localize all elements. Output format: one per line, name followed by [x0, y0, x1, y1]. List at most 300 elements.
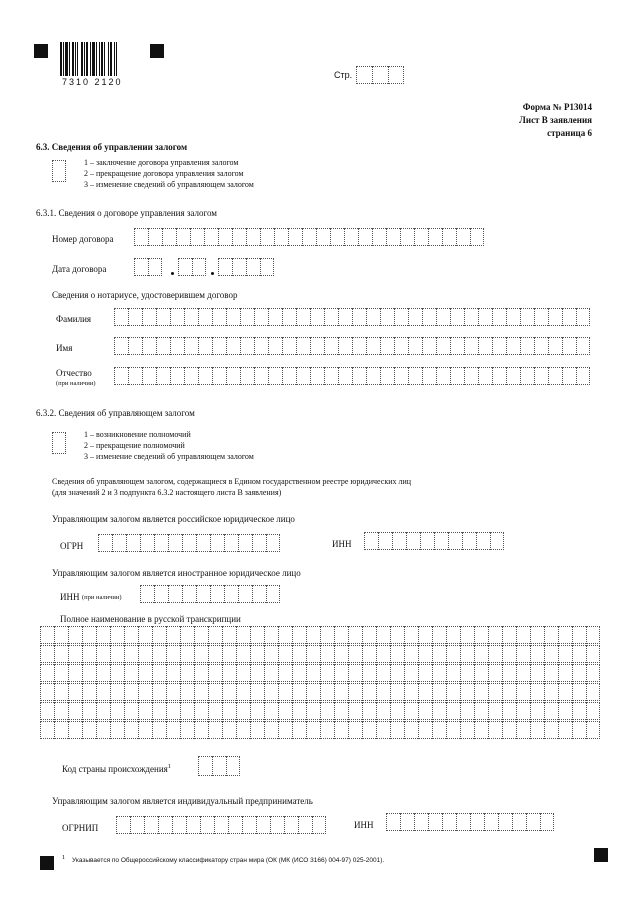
char-cell[interactable]	[474, 721, 488, 739]
char-cell[interactable]	[432, 664, 446, 682]
char-cell[interactable]	[470, 813, 484, 831]
char-cell[interactable]	[154, 534, 168, 552]
char-cell[interactable]	[446, 702, 460, 720]
char-cell[interactable]	[362, 702, 376, 720]
char-cell[interactable]	[376, 721, 390, 739]
char-cell[interactable]	[586, 702, 600, 720]
char-cell[interactable]	[180, 664, 194, 682]
char-cell[interactable]	[278, 626, 292, 644]
full-name-row[interactable]	[40, 683, 600, 701]
char-cell[interactable]	[338, 308, 352, 326]
char-cell[interactable]	[498, 813, 512, 831]
char-cell[interactable]	[124, 645, 138, 663]
char-cell[interactable]	[166, 702, 180, 720]
char-cell[interactable]	[278, 664, 292, 682]
char-cell[interactable]	[448, 532, 462, 550]
char-cell[interactable]	[210, 534, 224, 552]
char-cell[interactable]	[68, 683, 82, 701]
char-cell[interactable]	[210, 585, 224, 603]
char-cell[interactable]	[198, 756, 212, 776]
char-cell[interactable]	[204, 228, 218, 246]
char-cell[interactable]	[226, 756, 240, 776]
char-cell[interactable]	[432, 645, 446, 663]
char-cell[interactable]	[404, 702, 418, 720]
char-cell[interactable]	[352, 308, 366, 326]
char-cell[interactable]	[548, 337, 562, 355]
char-cell[interactable]	[446, 683, 460, 701]
char-cell[interactable]	[392, 532, 406, 550]
char-cell[interactable]	[138, 721, 152, 739]
char-cell[interactable]	[40, 664, 54, 682]
char-cell[interactable]	[558, 645, 572, 663]
char-cell[interactable]	[254, 367, 268, 385]
char-cell[interactable]	[184, 337, 198, 355]
char-cell[interactable]	[488, 626, 502, 644]
char-cell[interactable]	[520, 367, 534, 385]
char-cell[interactable]	[484, 813, 498, 831]
char-cell[interactable]	[180, 645, 194, 663]
char-cell[interactable]	[192, 258, 206, 276]
char-cell[interactable]	[184, 367, 198, 385]
char-cell[interactable]	[144, 816, 158, 834]
char-cell[interactable]	[516, 702, 530, 720]
char-cell[interactable]	[126, 534, 140, 552]
char-cell[interactable]	[558, 721, 572, 739]
char-cell[interactable]	[352, 337, 366, 355]
char-cell[interactable]	[218, 228, 232, 246]
char-cell[interactable]	[180, 721, 194, 739]
char-cell[interactable]	[166, 683, 180, 701]
char-cell[interactable]	[208, 721, 222, 739]
char-cell[interactable]	[390, 626, 404, 644]
char-cell[interactable]	[236, 626, 250, 644]
char-cell[interactable]	[152, 702, 166, 720]
char-cell[interactable]	[380, 337, 394, 355]
char-cell[interactable]	[320, 683, 334, 701]
char-cell[interactable]	[186, 816, 200, 834]
char-cell[interactable]	[474, 664, 488, 682]
char-cell[interactable]	[236, 645, 250, 663]
char-cell[interactable]	[112, 534, 126, 552]
char-cell[interactable]	[264, 683, 278, 701]
char-cell[interactable]	[436, 367, 450, 385]
char-cell[interactable]	[138, 645, 152, 663]
char-cell[interactable]	[470, 228, 484, 246]
char-cell[interactable]	[282, 337, 296, 355]
char-cell[interactable]	[82, 702, 96, 720]
char-cell[interactable]	[268, 337, 282, 355]
char-cell[interactable]	[534, 367, 548, 385]
char-cell[interactable]	[98, 534, 112, 552]
char-cell[interactable]	[586, 683, 600, 701]
char-cell[interactable]	[208, 645, 222, 663]
char-cell[interactable]	[502, 683, 516, 701]
char-cell[interactable]	[348, 683, 362, 701]
char-cell[interactable]	[96, 702, 110, 720]
char-cell[interactable]	[376, 664, 390, 682]
char-cell[interactable]	[544, 721, 558, 739]
char-cell[interactable]	[178, 258, 192, 276]
char-cell[interactable]	[194, 683, 208, 701]
char-cell[interactable]	[266, 585, 280, 603]
char-cell[interactable]	[436, 308, 450, 326]
char-cell[interactable]	[404, 626, 418, 644]
char-cell[interactable]	[180, 683, 194, 701]
char-cell[interactable]	[474, 702, 488, 720]
char-cell[interactable]	[488, 721, 502, 739]
char-cell[interactable]	[128, 337, 142, 355]
char-cell[interactable]	[292, 702, 306, 720]
char-cell[interactable]	[68, 626, 82, 644]
char-cell[interactable]	[296, 337, 310, 355]
char-cell[interactable]	[194, 626, 208, 644]
char-cell[interactable]	[296, 367, 310, 385]
char-cell[interactable]	[436, 337, 450, 355]
char-cell[interactable]	[148, 258, 162, 276]
char-cell[interactable]	[116, 816, 130, 834]
char-cell[interactable]	[562, 308, 576, 326]
char-cell[interactable]	[218, 258, 232, 276]
char-cell[interactable]	[148, 228, 162, 246]
char-cell[interactable]	[82, 683, 96, 701]
char-cell[interactable]	[110, 645, 124, 663]
char-cell[interactable]	[506, 367, 520, 385]
char-cell[interactable]	[534, 337, 548, 355]
char-cell[interactable]	[152, 721, 166, 739]
char-cell[interactable]	[214, 816, 228, 834]
ip-inn-cells[interactable]	[386, 813, 554, 831]
char-cell[interactable]	[162, 228, 176, 246]
char-cell[interactable]	[558, 664, 572, 682]
char-cell[interactable]	[418, 721, 432, 739]
full-name-row[interactable]	[40, 664, 600, 682]
char-cell[interactable]	[260, 258, 274, 276]
char-cell[interactable]	[242, 816, 256, 834]
char-cell[interactable]	[124, 721, 138, 739]
foreign-inn-cells[interactable]	[140, 585, 280, 603]
char-cell[interactable]	[250, 721, 264, 739]
char-cell[interactable]	[292, 664, 306, 682]
char-cell[interactable]	[400, 228, 414, 246]
char-cell[interactable]	[380, 367, 394, 385]
char-cell[interactable]	[376, 626, 390, 644]
char-cell[interactable]	[446, 664, 460, 682]
char-cell[interactable]	[254, 308, 268, 326]
char-cell[interactable]	[418, 702, 432, 720]
char-cell[interactable]	[128, 367, 142, 385]
char-cell[interactable]	[376, 645, 390, 663]
char-cell[interactable]	[306, 702, 320, 720]
char-cell[interactable]	[240, 337, 254, 355]
char-cell[interactable]	[324, 308, 338, 326]
char-cell[interactable]	[376, 702, 390, 720]
char-cell[interactable]	[516, 721, 530, 739]
char-cell[interactable]	[302, 228, 316, 246]
char-cell[interactable]	[394, 308, 408, 326]
char-cell[interactable]	[134, 228, 148, 246]
char-cell[interactable]	[320, 702, 334, 720]
char-cell[interactable]	[110, 626, 124, 644]
section-6-3-checkbox[interactable]	[52, 160, 66, 182]
char-cell[interactable]	[576, 308, 590, 326]
char-cell[interactable]	[190, 228, 204, 246]
char-cell[interactable]	[364, 532, 378, 550]
char-cell[interactable]	[82, 626, 96, 644]
char-cell[interactable]	[372, 228, 386, 246]
char-cell[interactable]	[530, 721, 544, 739]
char-cell[interactable]	[212, 756, 226, 776]
full-name-row[interactable]	[40, 721, 600, 739]
char-cell[interactable]	[572, 683, 586, 701]
char-cell[interactable]	[68, 645, 82, 663]
char-cell[interactable]	[516, 664, 530, 682]
char-cell[interactable]	[124, 683, 138, 701]
char-cell[interactable]	[182, 534, 196, 552]
char-cell[interactable]	[456, 228, 470, 246]
char-cell[interactable]	[278, 683, 292, 701]
char-cell[interactable]	[492, 337, 506, 355]
char-cell[interactable]	[296, 308, 310, 326]
char-cell[interactable]	[124, 702, 138, 720]
char-cell[interactable]	[394, 367, 408, 385]
char-cell[interactable]	[68, 721, 82, 739]
char-cell[interactable]	[54, 664, 68, 682]
char-cell[interactable]	[264, 626, 278, 644]
char-cell[interactable]	[544, 683, 558, 701]
char-cell[interactable]	[534, 308, 548, 326]
char-cell[interactable]	[334, 721, 348, 739]
char-cell[interactable]	[252, 534, 266, 552]
char-cell[interactable]	[506, 308, 520, 326]
char-cell[interactable]	[474, 626, 488, 644]
char-cell[interactable]	[478, 337, 492, 355]
char-cell[interactable]	[182, 585, 196, 603]
char-cell[interactable]	[502, 645, 516, 663]
char-cell[interactable]	[180, 626, 194, 644]
contract-date-year-cells[interactable]	[218, 258, 274, 276]
char-cell[interactable]	[488, 645, 502, 663]
char-cell[interactable]	[386, 813, 400, 831]
char-cell[interactable]	[456, 813, 470, 831]
char-cell[interactable]	[460, 721, 474, 739]
char-cell[interactable]	[288, 228, 302, 246]
char-cell[interactable]	[348, 645, 362, 663]
char-cell[interactable]	[320, 664, 334, 682]
char-cell[interactable]	[488, 664, 502, 682]
char-cell[interactable]	[196, 534, 210, 552]
char-cell[interactable]	[462, 532, 476, 550]
char-cell[interactable]	[226, 308, 240, 326]
char-cell[interactable]	[362, 664, 376, 682]
contract-number-cells[interactable]	[134, 228, 484, 246]
char-cell[interactable]	[530, 702, 544, 720]
char-cell[interactable]	[476, 532, 490, 550]
char-cell[interactable]	[492, 308, 506, 326]
char-cell[interactable]	[142, 367, 156, 385]
char-cell[interactable]	[142, 308, 156, 326]
char-cell[interactable]	[154, 585, 168, 603]
char-cell[interactable]	[254, 337, 268, 355]
char-cell[interactable]	[170, 367, 184, 385]
char-cell[interactable]	[562, 337, 576, 355]
char-cell[interactable]	[292, 721, 306, 739]
char-cell[interactable]	[334, 702, 348, 720]
char-cell[interactable]	[40, 702, 54, 720]
char-cell[interactable]	[572, 626, 586, 644]
char-cell[interactable]	[586, 664, 600, 682]
char-cell[interactable]	[344, 228, 358, 246]
char-cell[interactable]	[334, 683, 348, 701]
char-cell[interactable]	[166, 721, 180, 739]
char-cell[interactable]	[250, 645, 264, 663]
char-cell[interactable]	[250, 626, 264, 644]
char-cell[interactable]	[492, 367, 506, 385]
char-cell[interactable]	[168, 534, 182, 552]
char-cell[interactable]	[222, 626, 236, 644]
char-cell[interactable]	[520, 308, 534, 326]
char-cell[interactable]	[54, 702, 68, 720]
char-cell[interactable]	[490, 532, 504, 550]
char-cell[interactable]	[306, 683, 320, 701]
char-cell[interactable]	[240, 308, 254, 326]
char-cell[interactable]	[548, 308, 562, 326]
char-cell[interactable]	[418, 645, 432, 663]
char-cell[interactable]	[222, 683, 236, 701]
contract-date-day-cells[interactable]	[134, 258, 162, 276]
char-cell[interactable]	[348, 721, 362, 739]
char-cell[interactable]	[292, 626, 306, 644]
char-cell[interactable]	[362, 721, 376, 739]
char-cell[interactable]	[156, 308, 170, 326]
char-cell[interactable]	[260, 228, 274, 246]
char-cell[interactable]	[386, 228, 400, 246]
char-cell[interactable]	[138, 683, 152, 701]
contract-date-month-cells[interactable]	[178, 258, 206, 276]
char-cell[interactable]	[572, 702, 586, 720]
char-cell[interactable]	[166, 645, 180, 663]
char-cell[interactable]	[544, 664, 558, 682]
char-cell[interactable]	[54, 721, 68, 739]
char-cell[interactable]	[418, 664, 432, 682]
char-cell[interactable]	[140, 534, 154, 552]
char-cell[interactable]	[236, 683, 250, 701]
char-cell[interactable]	[464, 367, 478, 385]
char-cell[interactable]	[420, 532, 434, 550]
char-cell[interactable]	[334, 626, 348, 644]
char-cell[interactable]	[378, 532, 392, 550]
char-cell[interactable]	[558, 626, 572, 644]
char-cell[interactable]	[156, 367, 170, 385]
char-cell[interactable]	[124, 626, 138, 644]
char-cell[interactable]	[110, 702, 124, 720]
char-cell[interactable]	[408, 308, 422, 326]
char-cell[interactable]	[434, 532, 448, 550]
char-cell[interactable]	[488, 683, 502, 701]
char-cell[interactable]	[362, 626, 376, 644]
char-cell[interactable]	[460, 683, 474, 701]
char-cell[interactable]	[198, 367, 212, 385]
char-cell[interactable]	[502, 626, 516, 644]
char-cell[interactable]	[170, 308, 184, 326]
char-cell[interactable]	[176, 228, 190, 246]
char-cell[interactable]	[156, 337, 170, 355]
char-cell[interactable]	[316, 228, 330, 246]
char-cell[interactable]	[212, 337, 226, 355]
char-cell[interactable]	[82, 721, 96, 739]
char-cell[interactable]	[238, 534, 252, 552]
char-cell[interactable]	[464, 337, 478, 355]
char-cell[interactable]	[198, 308, 212, 326]
char-cell[interactable]	[124, 664, 138, 682]
char-cell[interactable]	[320, 626, 334, 644]
char-cell[interactable]	[138, 626, 152, 644]
char-cell[interactable]	[96, 645, 110, 663]
char-cell[interactable]	[96, 721, 110, 739]
char-cell[interactable]	[390, 702, 404, 720]
char-cell[interactable]	[432, 721, 446, 739]
char-cell[interactable]	[110, 721, 124, 739]
char-cell[interactable]	[200, 816, 214, 834]
full-name-row[interactable]	[40, 702, 600, 720]
char-cell[interactable]	[390, 645, 404, 663]
char-cell[interactable]	[506, 337, 520, 355]
char-cell[interactable]	[474, 683, 488, 701]
char-cell[interactable]	[366, 337, 380, 355]
char-cell[interactable]	[196, 585, 210, 603]
char-cell[interactable]	[460, 645, 474, 663]
char-cell[interactable]	[306, 645, 320, 663]
char-cell[interactable]	[432, 626, 446, 644]
char-cell[interactable]	[338, 337, 352, 355]
char-cell[interactable]	[442, 813, 456, 831]
char-cell[interactable]	[414, 228, 428, 246]
char-cell[interactable]	[306, 626, 320, 644]
char-cell[interactable]	[152, 626, 166, 644]
char-cell[interactable]	[208, 626, 222, 644]
char-cell[interactable]	[450, 337, 464, 355]
char-cell[interactable]	[362, 683, 376, 701]
char-cell[interactable]	[404, 683, 418, 701]
char-cell[interactable]	[404, 721, 418, 739]
char-cell[interactable]	[298, 816, 312, 834]
surname-cells[interactable]	[114, 308, 590, 326]
char-cell[interactable]	[586, 721, 600, 739]
char-cell[interactable]	[208, 664, 222, 682]
char-cell[interactable]	[358, 228, 372, 246]
char-cell[interactable]	[130, 816, 144, 834]
char-cell[interactable]	[576, 337, 590, 355]
char-cell[interactable]	[250, 702, 264, 720]
char-cell[interactable]	[404, 664, 418, 682]
char-cell[interactable]	[282, 308, 296, 326]
char-cell[interactable]	[40, 626, 54, 644]
char-cell[interactable]	[292, 645, 306, 663]
char-cell[interactable]	[408, 337, 422, 355]
char-cell[interactable]	[502, 702, 516, 720]
char-cell[interactable]	[548, 367, 562, 385]
char-cell[interactable]	[228, 816, 242, 834]
inn-cells[interactable]	[364, 532, 504, 550]
char-cell[interactable]	[226, 367, 240, 385]
char-cell[interactable]	[236, 702, 250, 720]
char-cell[interactable]	[166, 664, 180, 682]
char-cell[interactable]	[306, 721, 320, 739]
char-cell[interactable]	[520, 337, 534, 355]
char-cell[interactable]	[198, 337, 212, 355]
char-cell[interactable]	[338, 367, 352, 385]
char-cell[interactable]	[544, 626, 558, 644]
char-cell[interactable]	[540, 813, 554, 831]
